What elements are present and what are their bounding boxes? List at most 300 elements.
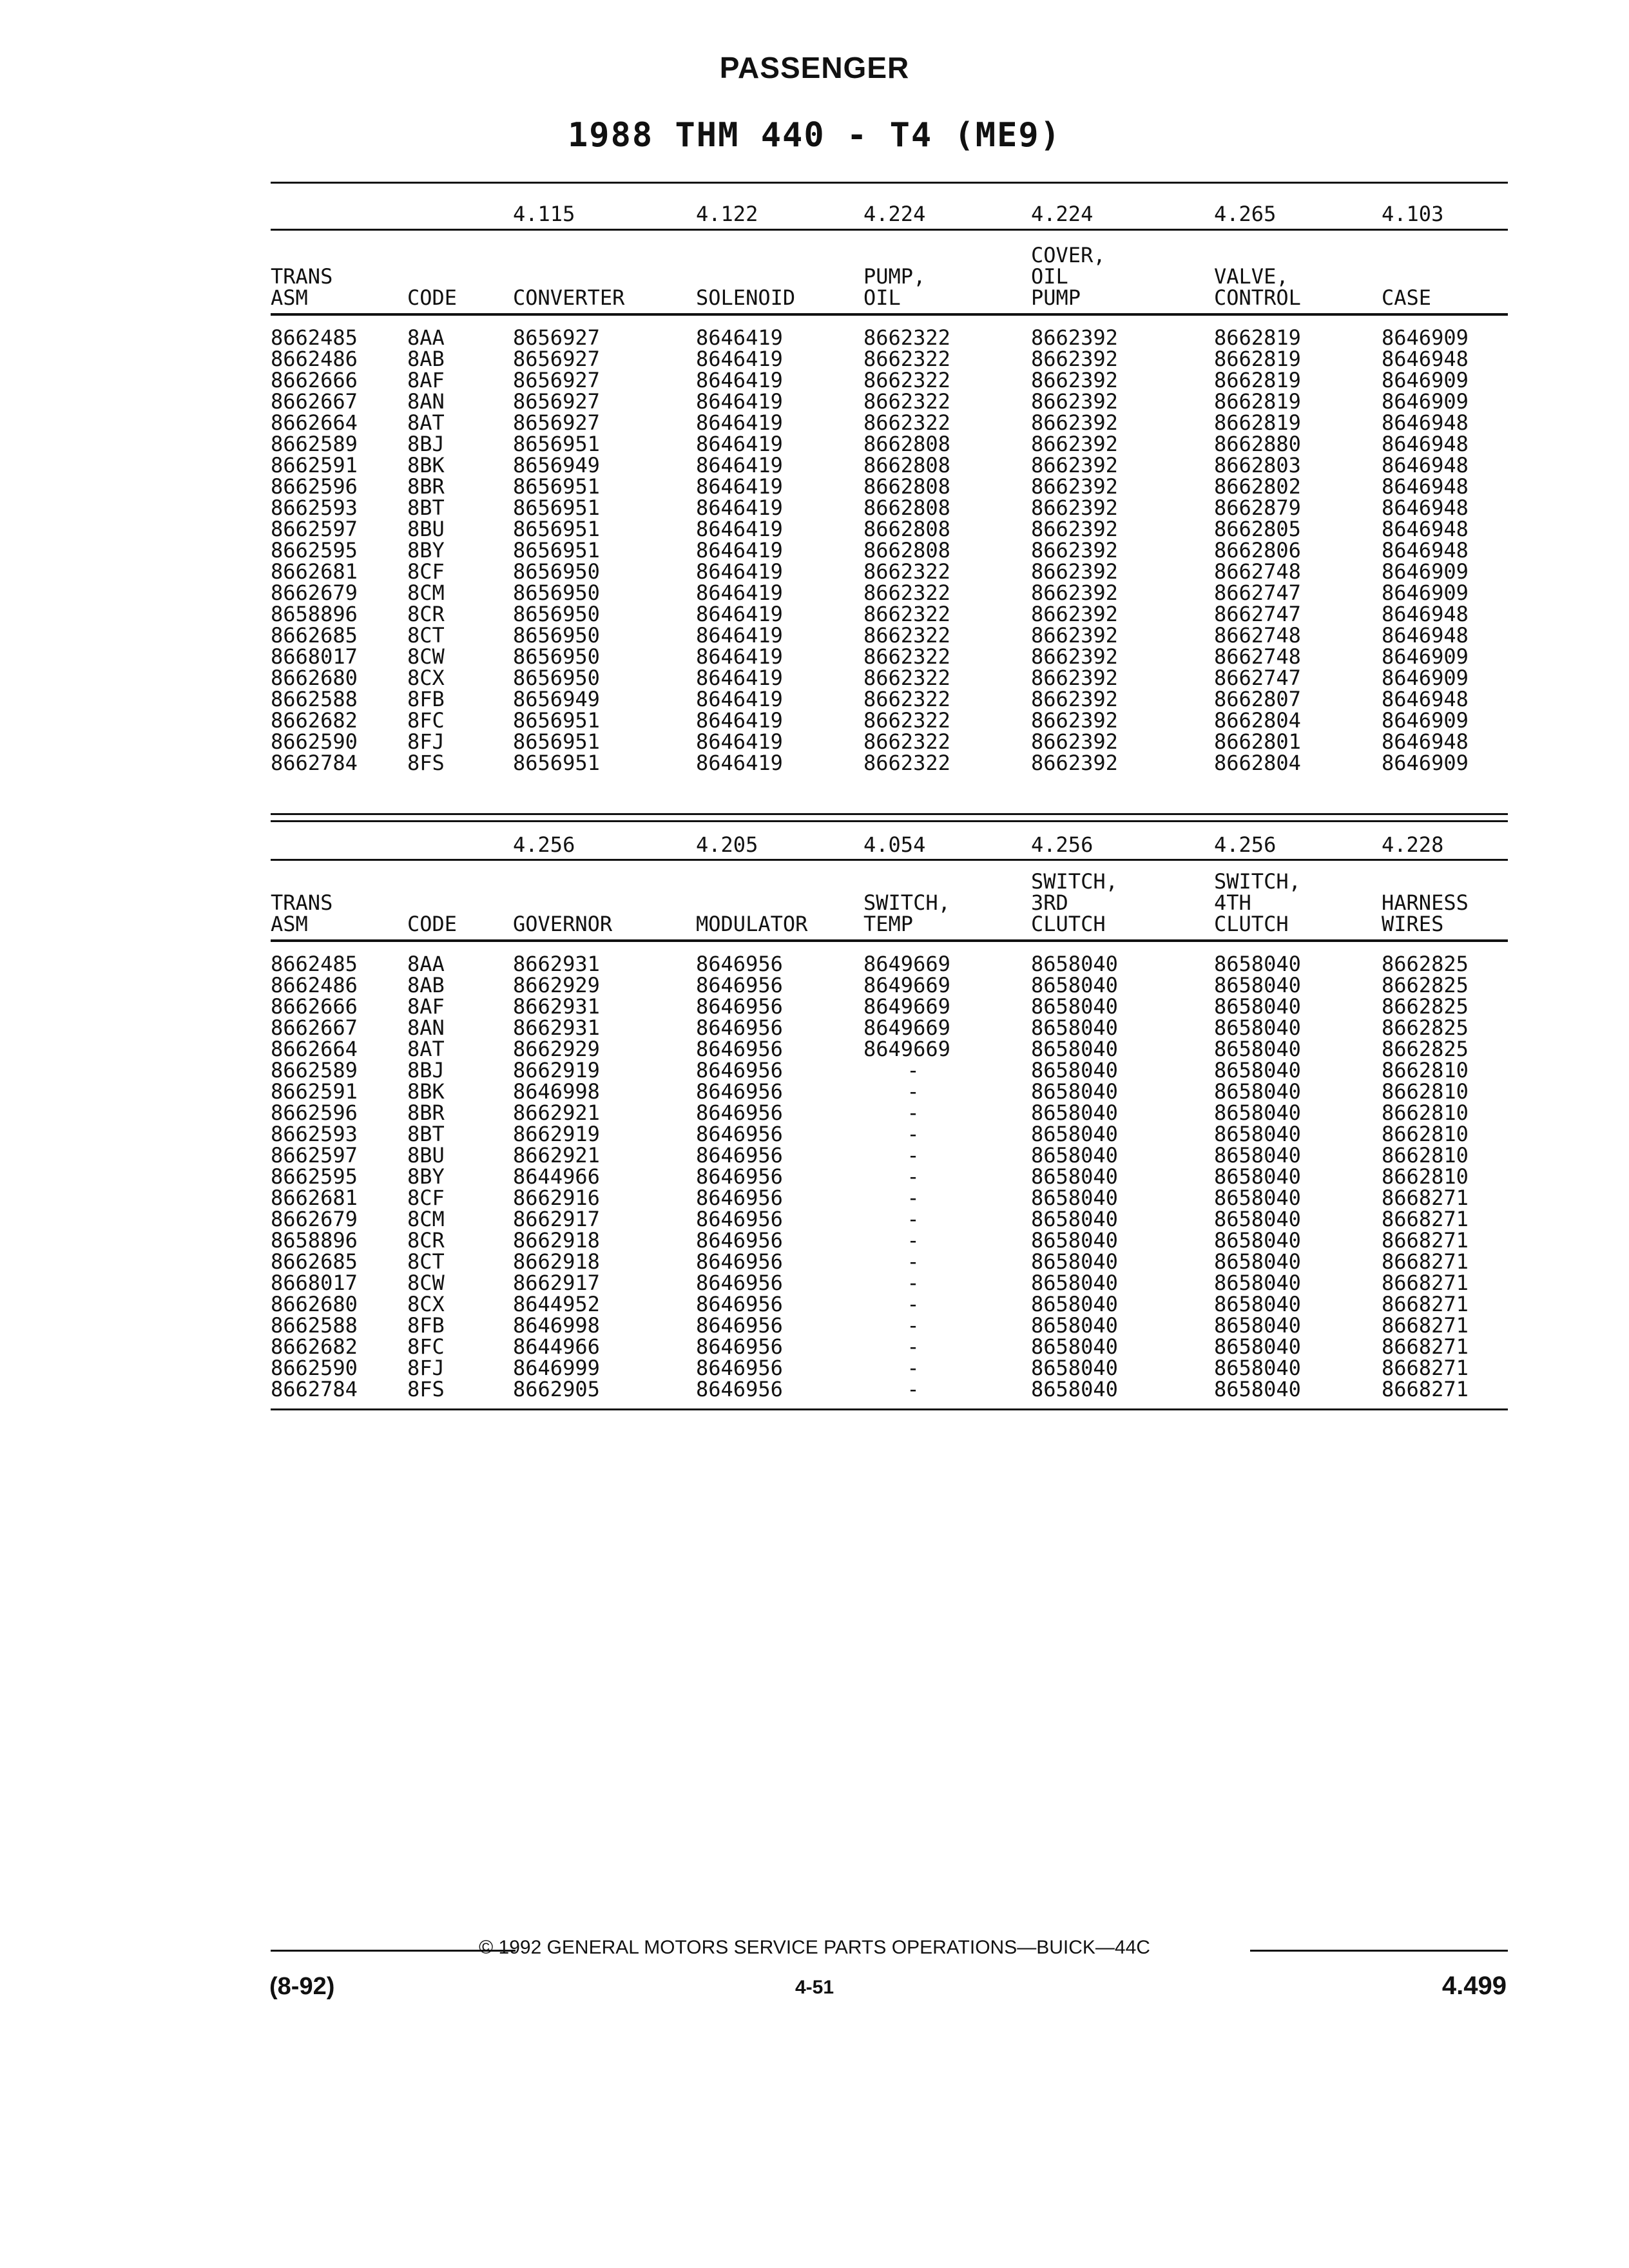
table-cell: 8662879	[1214, 495, 1301, 520]
table-cell: 8662322	[863, 347, 950, 371]
table-row	[271, 582, 1508, 604]
table-cell: 8646419	[696, 602, 783, 626]
table-cell: 8BK	[407, 1079, 445, 1104]
table-cell: 8662322	[863, 389, 950, 414]
table-cell: 8662588	[271, 1313, 358, 1338]
table-cell: 8646956	[696, 1079, 783, 1104]
table-cell: 8658040	[1031, 1249, 1118, 1274]
table-cell: 8662810	[1382, 1079, 1469, 1104]
table-cell: 8CX	[407, 1292, 445, 1316]
table-cell: 8668017	[271, 1271, 358, 1295]
table-cell: 8646909	[1382, 389, 1469, 414]
table-top-rule	[271, 182, 1508, 184]
column-header-row	[271, 245, 1508, 309]
table-cell: 8FS	[407, 1377, 445, 1401]
table-cell: 8649669	[863, 994, 950, 1019]
table-cell: 8662322	[863, 368, 950, 392]
ref-cell: 4.122	[696, 202, 758, 226]
ref-cell: 4.224	[863, 202, 926, 226]
table-row	[271, 497, 1508, 519]
table-cell: -	[907, 1334, 920, 1359]
header-bottom-rule	[271, 939, 1508, 942]
table-cell: 8646419	[696, 708, 783, 733]
page-title: 1988 THM 440 - T4 (ME9)	[567, 116, 1062, 155]
table-cell: 8658040	[1214, 1356, 1301, 1380]
table-cell: 8646998	[513, 1313, 600, 1338]
table-cell: -	[907, 1058, 920, 1082]
table-cell: 8646909	[1382, 751, 1469, 775]
table-cell: 8AT	[407, 410, 445, 435]
column-header-pump-oil: PUMP, OIL	[863, 264, 926, 310]
table-cell: 8658040	[1031, 1164, 1118, 1189]
table-cell: 8658040	[1214, 1271, 1301, 1295]
table-cell: 8656927	[513, 325, 600, 350]
table-cell: 8CW	[407, 1271, 445, 1295]
table-cell: 8662819	[1214, 325, 1301, 350]
table-cell: 8662682	[271, 708, 358, 733]
table-cell: 8662681	[271, 1186, 358, 1210]
table-cell: 8656949	[513, 453, 600, 477]
table-row	[271, 476, 1508, 497]
table-cell: 8662810	[1382, 1058, 1469, 1082]
footer-page-number: 4.499	[1441, 1972, 1507, 2000]
table-cell: 8CF	[407, 559, 445, 584]
table-cell: 8646948	[1382, 453, 1469, 477]
table-cell: 8646948	[1382, 410, 1469, 435]
table-cell: 8668271	[1382, 1313, 1469, 1338]
table-cell: 8646419	[696, 368, 783, 392]
table-cell: 8662392	[1031, 687, 1118, 711]
header-bottom-rule	[271, 313, 1508, 316]
table-row	[271, 1017, 1508, 1039]
table-cell: 8FC	[407, 708, 445, 733]
table-cell: 8662392	[1031, 729, 1118, 754]
table-cell: 8646956	[696, 973, 783, 997]
column-header-row	[271, 871, 1508, 935]
table-cell: 8CR	[407, 602, 445, 626]
table-cell: 8656950	[513, 623, 600, 648]
table-cell: 8658040	[1214, 1058, 1301, 1082]
table-cell: 8658040	[1031, 1186, 1118, 1210]
table-cell: 8646419	[696, 347, 783, 371]
table-cell: 8662392	[1031, 538, 1118, 562]
table-cell: 8662392	[1031, 644, 1118, 669]
table-cell: 8662808	[863, 517, 950, 541]
table-cell: 8662681	[271, 559, 358, 584]
table-cell: 8662819	[1214, 347, 1301, 371]
table-cell: 8658040	[1031, 1122, 1118, 1146]
table-cell: 8646956	[696, 1292, 783, 1316]
table-cell: -	[907, 1207, 920, 1231]
table-cell: 8644966	[513, 1334, 600, 1359]
table-cell: 8658040	[1031, 1100, 1118, 1125]
table-row	[271, 1315, 1508, 1336]
table-row	[271, 434, 1508, 455]
table-cell: 8668017	[271, 644, 358, 669]
table-cell: 8646956	[696, 1058, 783, 1082]
table-cell: 8646956	[696, 1313, 783, 1338]
table-cell: 8646956	[696, 952, 783, 976]
table-cell: 8662807	[1214, 687, 1301, 711]
table-row	[271, 604, 1508, 625]
table-cell: 8658040	[1031, 1058, 1118, 1082]
table-cell: 8AB	[407, 973, 445, 997]
table-cell: 8662803	[1214, 453, 1301, 477]
table-cell: 8658040	[1031, 1292, 1118, 1316]
column-header-trans-asm: TRANS ASM	[271, 264, 333, 310]
table-row	[271, 1209, 1508, 1230]
table-cell: -	[907, 1228, 920, 1253]
table-cell: 8FC	[407, 1334, 445, 1359]
table-cell: 8658040	[1031, 973, 1118, 997]
table-cell: 8662593	[271, 1122, 358, 1146]
table-row	[271, 540, 1508, 561]
table-cell: 8662486	[271, 347, 358, 371]
table-cell: 8646956	[696, 1377, 783, 1401]
table-cell: 8662392	[1031, 410, 1118, 435]
table-cell: 8668271	[1382, 1271, 1469, 1295]
table-cell: 8646419	[696, 410, 783, 435]
table-cell: 8662931	[513, 1015, 600, 1040]
column-header-cover-oil-pump: COVER, OIL PUMP	[1031, 243, 1106, 310]
table-cell: 8656950	[513, 666, 600, 690]
table-cell: 8646419	[696, 325, 783, 350]
table-row	[271, 455, 1508, 476]
table-cell: 8662322	[863, 623, 950, 648]
table-cell: 8658040	[1214, 1292, 1301, 1316]
table-top-rule	[271, 820, 1508, 822]
table-row	[271, 954, 1508, 975]
table-row	[271, 1251, 1508, 1273]
table-row	[271, 689, 1508, 710]
table-cell: 8BR	[407, 474, 445, 499]
table-cell: 8658040	[1214, 1079, 1301, 1104]
table-cell: -	[907, 1313, 920, 1338]
column-header-modulator: MODULATOR	[696, 912, 808, 936]
table-row	[271, 1102, 1508, 1124]
table-cell: 8668271	[1382, 1249, 1469, 1274]
table-cell: 8662593	[271, 495, 358, 520]
column-header-valve-control: VALVE, CONTROL	[1214, 264, 1301, 310]
table-cell: 8662392	[1031, 347, 1118, 371]
table-cell: 8662808	[863, 474, 950, 499]
table-cell: 8658896	[271, 602, 358, 626]
table-cell: 8662931	[513, 994, 600, 1019]
table-cell: 8662806	[1214, 538, 1301, 562]
table-row	[271, 412, 1508, 434]
table-cell: 8646948	[1382, 602, 1469, 626]
table-cell: 8662917	[513, 1271, 600, 1295]
table-cell: 8656927	[513, 347, 600, 371]
table-cell: 8646419	[696, 666, 783, 690]
table-cell: 8644952	[513, 1292, 600, 1316]
table-cell: -	[907, 1292, 920, 1316]
table-cell: 8658040	[1031, 1271, 1118, 1295]
table-cell: 8662819	[1214, 389, 1301, 414]
table-cell: 8656927	[513, 410, 600, 435]
table-cell: 8658040	[1214, 1164, 1301, 1189]
ref-cell: 4.228	[1382, 832, 1444, 857]
column-header-trans-asm: TRANS ASM	[271, 890, 333, 936]
table-cell: 8662597	[271, 1143, 358, 1168]
table-cell: 8FB	[407, 1313, 445, 1338]
table-cell: 8662685	[271, 1249, 358, 1274]
column-header-converter: CONVERTER	[513, 285, 625, 310]
table-cell: 8CM	[407, 581, 445, 605]
table-cell: 8BT	[407, 1122, 445, 1146]
table-row	[271, 710, 1508, 731]
table-cell: -	[907, 1249, 920, 1274]
table-cell: 8662322	[863, 729, 950, 754]
table-cell: -	[907, 1122, 920, 1146]
table-cell: -	[907, 1356, 920, 1380]
table-cell: 8646948	[1382, 538, 1469, 562]
table-cell: 8646956	[696, 1228, 783, 1253]
table-cell: 8662392	[1031, 368, 1118, 392]
table-cell: 8662825	[1382, 994, 1469, 1019]
table-cell: 8646956	[696, 1271, 783, 1295]
table-row	[271, 1273, 1508, 1294]
table-cell: 8662322	[863, 559, 950, 584]
table-cell: 8662680	[271, 1292, 358, 1316]
table-cell: 8658040	[1214, 1015, 1301, 1040]
table-cell: 8FJ	[407, 1356, 445, 1380]
table-row	[271, 349, 1508, 370]
table-cell: 8662485	[271, 952, 358, 976]
table-cell: 8662805	[1214, 517, 1301, 541]
table-cell: 8646909	[1382, 559, 1469, 584]
header-top-rule	[271, 859, 1508, 861]
table-cell: -	[907, 1079, 920, 1104]
table-cell: 8662802	[1214, 474, 1301, 499]
table-row	[271, 1039, 1508, 1060]
table-cell: 8662810	[1382, 1122, 1469, 1146]
table-cell: 8662666	[271, 368, 358, 392]
table-cell: 8646909	[1382, 644, 1469, 669]
ref-cell: 4.256	[1031, 832, 1094, 857]
table-cell: 8662588	[271, 687, 358, 711]
table-cell: 8BT	[407, 495, 445, 520]
table-cell: 8646948	[1382, 623, 1469, 648]
table-cell: 8656927	[513, 389, 600, 414]
table-cell: 8646419	[696, 581, 783, 605]
table-cell: 8662322	[863, 581, 950, 605]
table-cell: 8662589	[271, 432, 358, 456]
table-cell: -	[907, 1271, 920, 1295]
table-cell: 8AN	[407, 389, 445, 414]
column-header-harness-wires: HARNESS WIRES	[1382, 890, 1469, 936]
table-cell: 8646948	[1382, 517, 1469, 541]
table-cell: 8662747	[1214, 666, 1301, 690]
table-cell: 8646419	[696, 432, 783, 456]
table-cell: 8662322	[863, 325, 950, 350]
table-cell: 8662919	[513, 1058, 600, 1082]
table-row	[271, 1230, 1508, 1251]
table-cell: 8662392	[1031, 708, 1118, 733]
table-cell: 8658040	[1031, 1334, 1118, 1359]
table-cell: 8662804	[1214, 751, 1301, 775]
table-cell: 8646999	[513, 1356, 600, 1380]
table-cell: 8646956	[696, 1334, 783, 1359]
table-cell: 8662595	[271, 1164, 358, 1189]
table-cell: 8646419	[696, 751, 783, 775]
table-cell: 8658040	[1214, 973, 1301, 997]
table-cell: 8658040	[1031, 1015, 1118, 1040]
table-row	[271, 1060, 1508, 1081]
footer-date-code: (8-92)	[269, 1973, 335, 2000]
table-cell: 8646419	[696, 474, 783, 499]
table-cell: 8658040	[1214, 1334, 1301, 1359]
table-cell: 8FS	[407, 751, 445, 775]
table-cell: 8662486	[271, 973, 358, 997]
table-row	[271, 625, 1508, 646]
table-cell: 8646419	[696, 687, 783, 711]
table-cell: 8646956	[696, 994, 783, 1019]
table-row	[271, 1166, 1508, 1187]
table-cell: 8CF	[407, 1186, 445, 1210]
table-cell: 8658040	[1031, 1079, 1118, 1104]
header-top-rule	[271, 229, 1508, 231]
table-cell: 8662825	[1382, 973, 1469, 997]
table-row	[271, 731, 1508, 753]
table-cell: 8BJ	[407, 1058, 445, 1082]
table-row	[271, 370, 1508, 391]
table-cell: 8646419	[696, 559, 783, 584]
table-row	[271, 996, 1508, 1017]
table-cell: -	[907, 1377, 920, 1401]
table-cell: 8662748	[1214, 644, 1301, 669]
table-cell: 8BU	[407, 517, 445, 541]
table-cell: 8658040	[1214, 952, 1301, 976]
table-cell: 8656951	[513, 538, 600, 562]
table-cell: 8662825	[1382, 952, 1469, 976]
table-cell: 8656951	[513, 517, 600, 541]
table-cell: 8662322	[863, 708, 950, 733]
table-cell: 8662825	[1382, 1015, 1469, 1040]
table-cell: 8662667	[271, 389, 358, 414]
table-cell: 8662392	[1031, 751, 1118, 775]
table-cell: 8668271	[1382, 1207, 1469, 1231]
table-cell: 8646956	[696, 1037, 783, 1061]
table-cell: 8646948	[1382, 495, 1469, 520]
table-cell: 8662589	[271, 1058, 358, 1082]
table-cell: 8646956	[696, 1100, 783, 1125]
table-bottom-rule	[271, 1408, 1508, 1410]
ref-cell: 4.256	[513, 832, 575, 857]
table-cell: 8658040	[1214, 1228, 1301, 1253]
table-cell: 8662747	[1214, 602, 1301, 626]
table-cell: 8646998	[513, 1079, 600, 1104]
table-cell: 8662808	[863, 495, 950, 520]
ref-cell: 4.115	[513, 202, 575, 226]
table-cell: 8658040	[1031, 1228, 1118, 1253]
table-cell: 8658040	[1214, 1122, 1301, 1146]
table-cell: 8658040	[1031, 1143, 1118, 1168]
table-cell: 8656951	[513, 708, 600, 733]
table-cell: 8656950	[513, 602, 600, 626]
table-cell: 8646948	[1382, 432, 1469, 456]
table-cell: 8CX	[407, 666, 445, 690]
table-cell: 8662322	[863, 666, 950, 690]
table-cell: 8668271	[1382, 1334, 1469, 1359]
table-cell: 8662392	[1031, 602, 1118, 626]
table-cell: 8BJ	[407, 432, 445, 456]
table-cell: 8662747	[1214, 581, 1301, 605]
table-cell: 8662748	[1214, 559, 1301, 584]
table-cell: 8646956	[696, 1186, 783, 1210]
table-cell: 8662392	[1031, 474, 1118, 499]
table-cell: 8646956	[696, 1143, 783, 1168]
table-cell: 8662929	[513, 1037, 600, 1061]
column-header-switch-4th-clutch: SWITCH, 4TH CLUTCH	[1214, 869, 1301, 936]
table-cell: 8662392	[1031, 495, 1118, 520]
table-cell: 8662591	[271, 453, 358, 477]
table-cell: 8646956	[696, 1207, 783, 1231]
table-cell: 8662664	[271, 1037, 358, 1061]
table-cell: -	[907, 1164, 920, 1189]
table-cell: 8BY	[407, 538, 445, 562]
table-cell: 8656927	[513, 368, 600, 392]
table-row	[271, 668, 1508, 689]
table-cell: 8646956	[696, 1122, 783, 1146]
table-cell: 8662392	[1031, 581, 1118, 605]
table-cell: 8AN	[407, 1015, 445, 1040]
table-cell: 8662679	[271, 1207, 358, 1231]
table-cell: 8AA	[407, 952, 445, 976]
ref-cell: 4.205	[696, 832, 758, 857]
table-cell: 8662810	[1382, 1100, 1469, 1125]
table-cell: 8662748	[1214, 623, 1301, 648]
table-cell: 8662929	[513, 973, 600, 997]
table-cell: 8662597	[271, 517, 358, 541]
table-cell: 8646419	[696, 729, 783, 754]
table-cell: 8646419	[696, 517, 783, 541]
table-cell: 8668271	[1382, 1186, 1469, 1210]
table-cell: 8656949	[513, 687, 600, 711]
table-row	[271, 561, 1508, 582]
table-cell: 8662392	[1031, 389, 1118, 414]
footer-page-code: 4-51	[795, 1977, 834, 1998]
table-cell: 8658040	[1031, 1377, 1118, 1401]
table-cell: 8668271	[1382, 1228, 1469, 1253]
table-cell: 8668271	[1382, 1377, 1469, 1401]
table-cell: 8662590	[271, 729, 358, 754]
table-cell: 8662392	[1031, 517, 1118, 541]
column-header-switch-3rd-clutch: SWITCH, 3RD CLUTCH	[1031, 869, 1118, 936]
table-cell: 8662664	[271, 410, 358, 435]
table-cell: 8646956	[696, 1356, 783, 1380]
table-cell: 8662596	[271, 1100, 358, 1125]
table-row	[271, 1379, 1508, 1400]
table-cell: 8658040	[1031, 1356, 1118, 1380]
column-header-code: CODE	[407, 285, 458, 310]
table-cell: 8646948	[1382, 729, 1469, 754]
table-cell: 8662392	[1031, 666, 1118, 690]
table-cell: 8658040	[1214, 1143, 1301, 1168]
table-cell: 8646909	[1382, 325, 1469, 350]
table-cell: 8646956	[696, 1249, 783, 1274]
table-cell: 8649669	[863, 1037, 950, 1061]
table-cell: 8662667	[271, 1015, 358, 1040]
table-cell: 8646956	[696, 1164, 783, 1189]
footer-copyright: © 1992 GENERAL MOTORS SERVICE PARTS OPERATIONS—BUICK—44C	[479, 1937, 1150, 1958]
table-cell: 8668271	[1382, 1292, 1469, 1316]
table-cell: 8656950	[513, 581, 600, 605]
table-cell: 8662680	[271, 666, 358, 690]
ref-cell: 4.054	[863, 832, 926, 857]
table-cell: 8658896	[271, 1228, 358, 1253]
table-cell: 8662591	[271, 1079, 358, 1104]
